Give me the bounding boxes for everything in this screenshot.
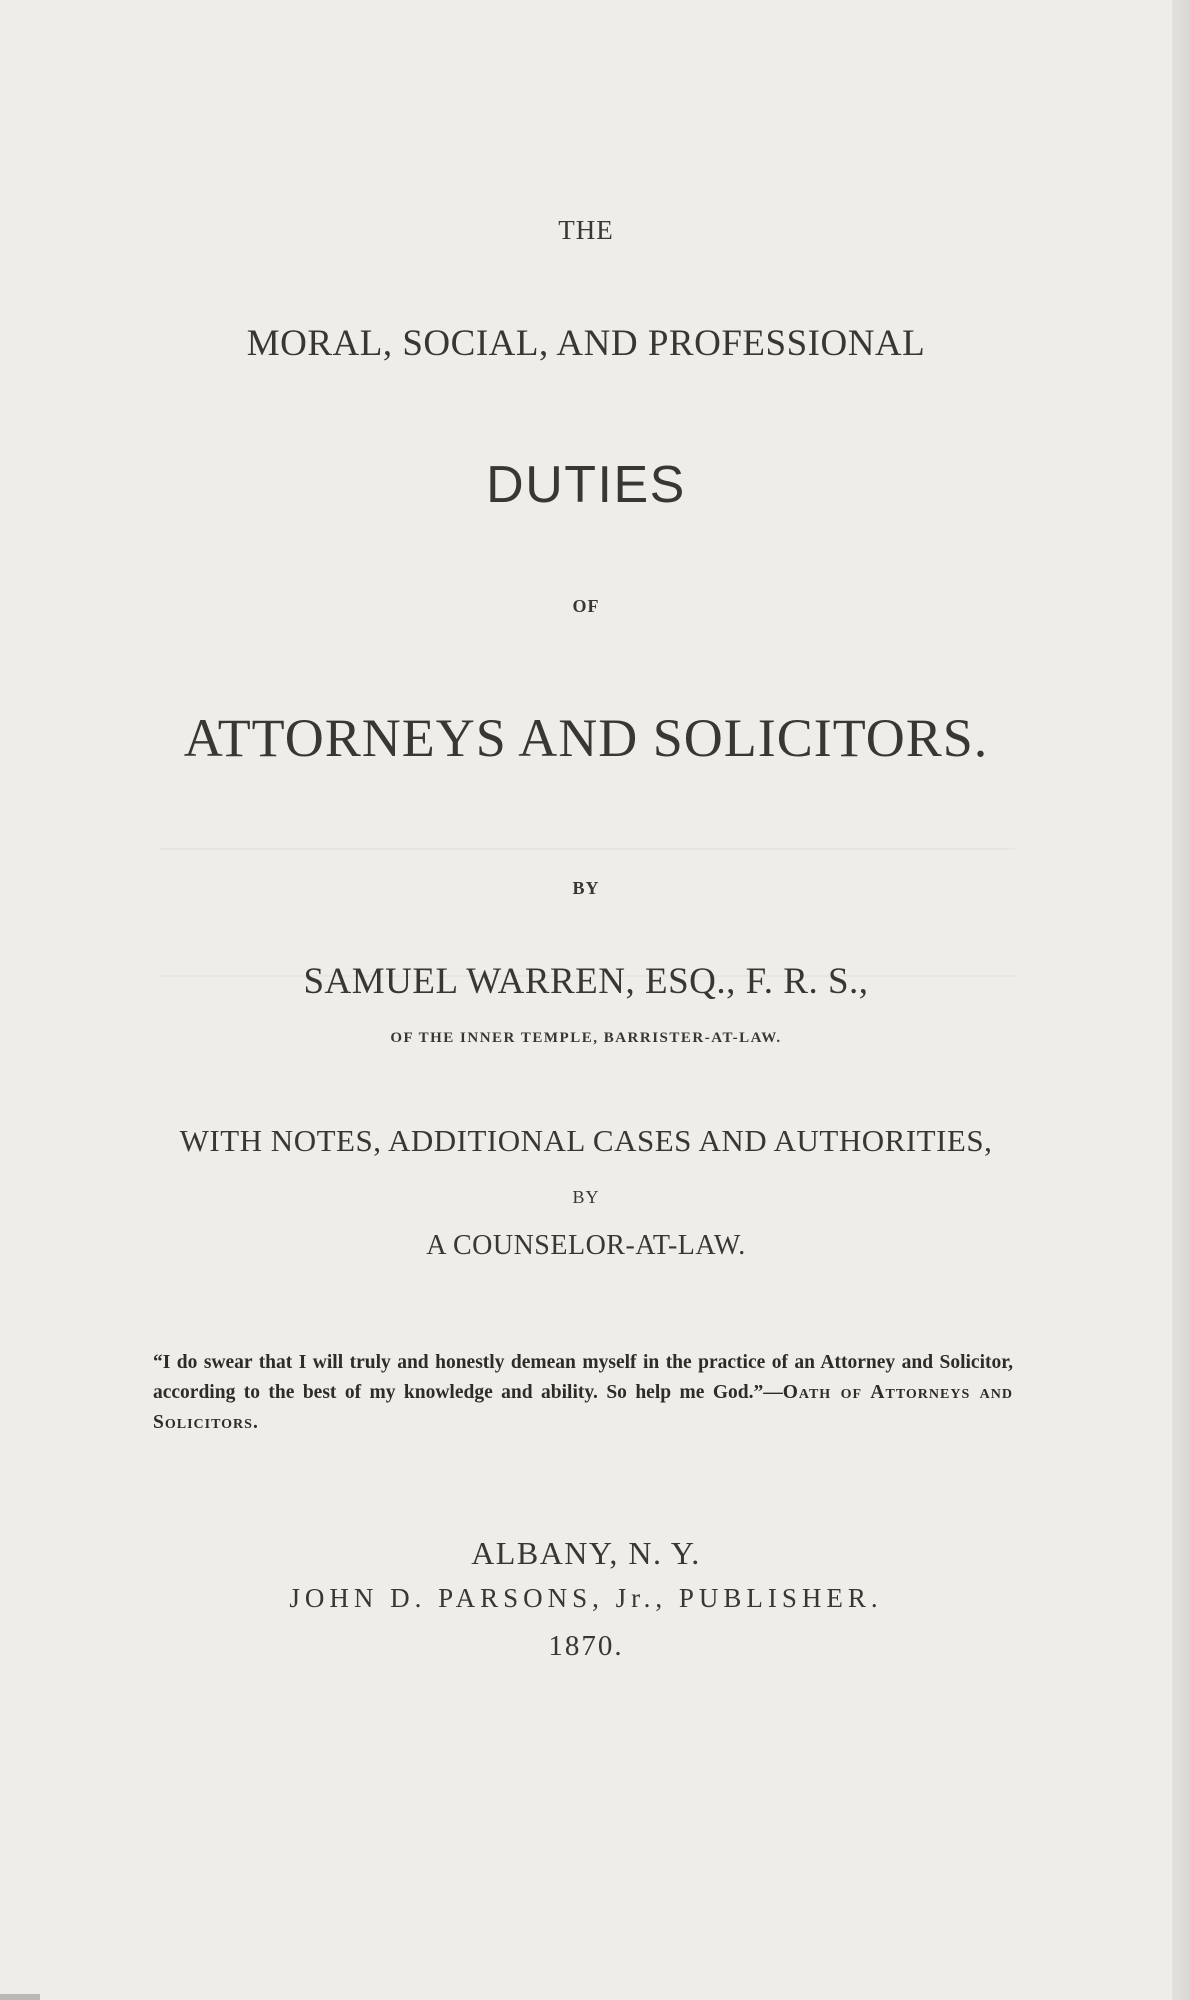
main-title: DUTIES [486, 456, 686, 514]
annotator: A COUNSELOR-AT-LAW. [426, 1230, 746, 1261]
by-label: BY [572, 878, 600, 898]
page-shadow [0, 1994, 40, 2000]
author-name: SAMUEL WARREN, ESQ., F. R. S., [303, 961, 869, 1002]
title-subject: ATTORNEYS AND SOLICITORS. [183, 708, 989, 768]
title-article: THE [558, 215, 614, 245]
title-subtitle: MORAL, SOCIAL, AND PROFESSIONAL [246, 323, 926, 364]
author-affiliation: OF THE INNER TEMPLE, BARRISTER-AT-LAW. [390, 1030, 782, 1046]
title-of: OF [572, 596, 600, 616]
page-edge [1172, 0, 1190, 2000]
by-label-2: BY [572, 1187, 600, 1207]
imprint-publisher: JOHN D. PARSONS, Jr., PUBLISHER. [289, 1583, 883, 1613]
oath-epigraph [153, 1348, 1013, 1438]
oath-credit: Oath of Attorneys and Solicitors. [153, 1382, 1014, 1433]
oath-quote: “I do swear that I will truly and honestly demean myself in the practice of an Attorney and Solicitor, according to the best of my knowledge and ability. So help me God.”— [153, 1352, 1013, 1403]
imprint-place: ALBANY, N. Y. [471, 1535, 701, 1571]
notes-line: WITH NOTES, ADDITIONAL CASES AND AUTHORITIES, [179, 1123, 993, 1158]
show-through-rule [160, 848, 1015, 850]
imprint-year: 1870. [548, 1630, 624, 1662]
